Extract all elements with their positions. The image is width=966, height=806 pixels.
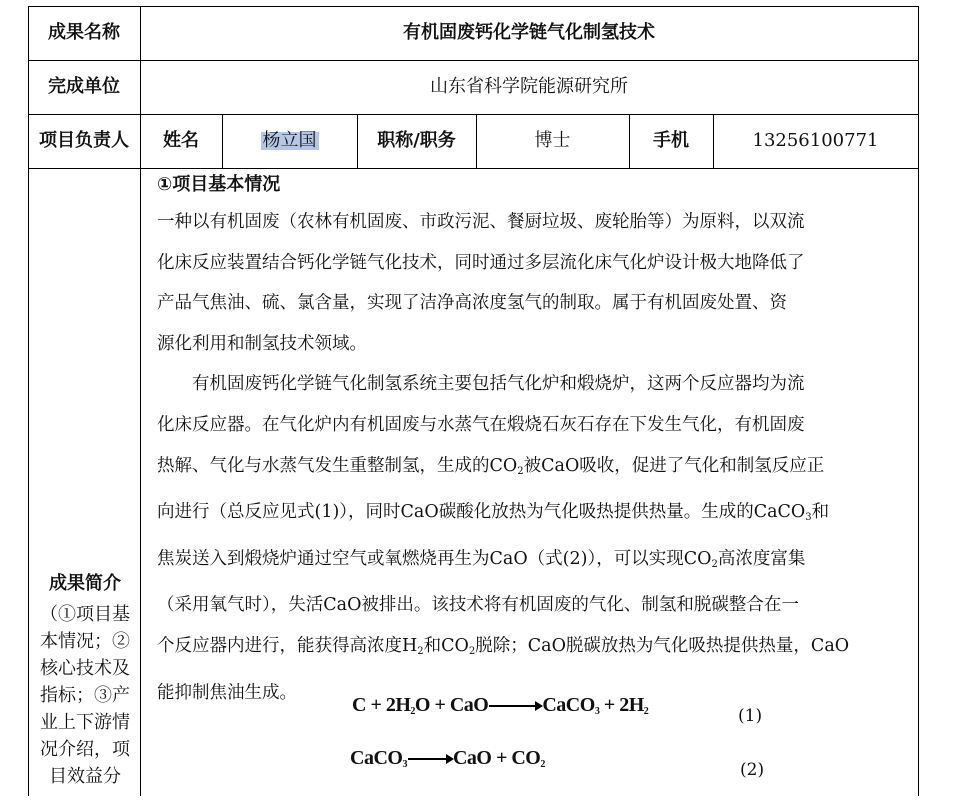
summary-desc-line: 业上下游情: [40, 712, 130, 733]
text-run: 被CaO吸收，促进了气化和制氢反应正: [523, 455, 825, 476]
text-run: 脱除；CaO脱碳放热为气化吸热提供热量，CaO: [475, 635, 850, 656]
paragraph-line: 能抑制焦油生成。: [157, 682, 297, 703]
title-value: 博士: [534, 130, 571, 151]
title-label: 职称/职务: [377, 130, 456, 151]
phone-label: 手机: [653, 130, 689, 151]
unit-label: 完成单位: [48, 76, 120, 97]
section-title: ①项目基本情况: [157, 174, 281, 195]
subscript: 2: [643, 706, 649, 717]
subscript: 2: [417, 645, 424, 657]
summary-desc-line: （①项目基: [40, 604, 130, 625]
summary-title: 成果简介: [49, 573, 121, 594]
summary-desc-line: 指标；③产: [40, 685, 130, 706]
equation-1: [352, 694, 648, 717]
reaction-arrow-icon: [408, 758, 452, 760]
summary-desc-line: 核心技术及: [40, 658, 130, 679]
summary-desc-line: 目效益分: [49, 766, 121, 787]
summary-desc-line: 本情况；②: [40, 631, 130, 652]
summary-side-label: [30, 570, 140, 790]
text-run: 向进行（总反应见式(1)），同时CaO碳酸化放热为气化吸热提供热量。生成的CaCO: [157, 502, 806, 523]
name-value-cell: [222, 114, 357, 168]
text-run: 焦炭送入到煅烧炉通过空气或氧燃烧再生为CaO（式(2)），可以实现CO: [157, 548, 712, 569]
result-name-label: 成果名称: [48, 22, 120, 43]
paragraph-line: [157, 626, 917, 673]
table-border: [918, 6, 919, 796]
subscript: 2: [540, 759, 545, 770]
eq-term: CaCO: [542, 694, 595, 716]
equation-2-number: (2): [740, 760, 765, 780]
text-run: 高浓度富集: [717, 548, 806, 569]
paragraph-line: 产品气焦油、硫、氯含量，实现了洁净高浓度氢气的制取。属于有机固废处置、资: [157, 293, 787, 314]
paragraph-line: [157, 492, 917, 539]
subscript: 3: [402, 759, 407, 770]
eq-term: O + CaO: [414, 694, 489, 716]
paragraph-line: 有机固废钙化学链气化制氢系统主要包括气化炉和煅烧炉，这两个反应器均为流: [192, 374, 805, 395]
text-run: 和: [811, 502, 830, 523]
eq-term: CaO + CO: [452, 747, 541, 769]
paragraph-line: 化床反应器。在气化炉内有机固废与水蒸气在煅烧石灰石存在下发生气化，有机固废: [157, 414, 805, 435]
summary-desc-line: 况介绍，项: [40, 739, 130, 760]
summary-content: [157, 168, 917, 713]
eq-term: CaCO: [350, 747, 403, 769]
equation-1-number: (1): [738, 706, 763, 726]
subscript: 2: [517, 465, 524, 477]
subscript: 2: [410, 706, 415, 717]
subscript: 2: [711, 558, 718, 570]
paragraph-line: [157, 446, 917, 493]
name-value[interactable]: 杨立国: [262, 130, 317, 151]
eq-term: C + 2H: [352, 694, 411, 716]
text-run: 个反应器内进行，能获得高浓度H: [157, 635, 418, 656]
eq-term: + 2H: [599, 694, 644, 716]
paragraph-line: 源化利用和制氢技术领域。: [157, 333, 367, 354]
paragraph-line: [157, 539, 917, 586]
equation-2: [350, 747, 545, 770]
paragraph-line: 一种以有机固废（农林有机固废、市政污泥、餐厨垃圾、废轮胎等）为原料，以双流: [157, 212, 805, 232]
subscript: 2: [468, 645, 476, 657]
text-run: 热解、气化与水蒸气发生重整制氢，生成的CO: [157, 455, 518, 476]
unit-value: 山东省科学院能源研究所: [430, 76, 628, 97]
name-label: 姓名: [163, 130, 199, 151]
subscript: 3: [594, 706, 600, 717]
reaction-arrow-icon: [489, 705, 541, 707]
subscript: 3: [805, 512, 812, 524]
leader-label: 项目负责人: [39, 130, 129, 151]
result-name-value: 有机固废钙化学链气化制氢技术: [403, 22, 655, 43]
paragraph-line: 化床反应装置结合钙化学链气化技术，同时通过多层流化床气化炉设计极大地降低了: [157, 252, 805, 273]
phone-value: 13256100771: [752, 130, 879, 151]
paragraph-line: （采用氧气时），失活CaO被排出。该技术将有机固废的气化、制氢和脱碳整合在一: [157, 595, 799, 616]
text-run: 和CO: [423, 635, 469, 656]
